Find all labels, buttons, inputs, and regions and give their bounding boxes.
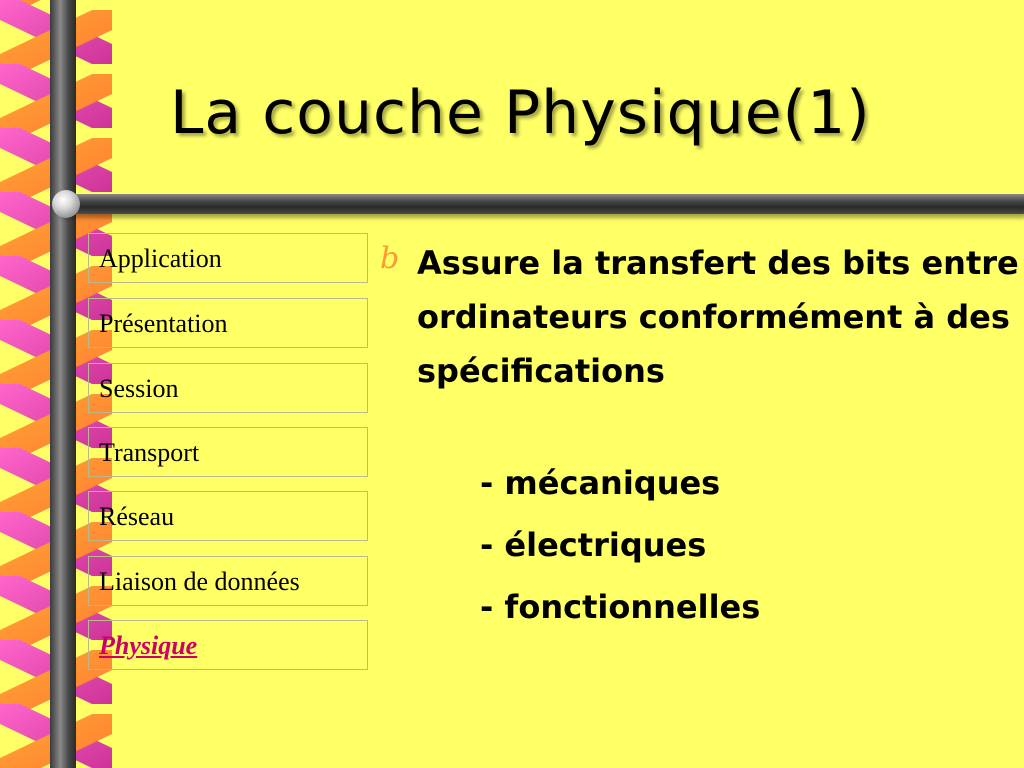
layer-liaison[interactable]: Liaison de données [88, 556, 368, 606]
sub-item-fonctionnelles: - fonctionnelles [480, 588, 761, 626]
rod-cap [52, 190, 80, 218]
main-bullet-text: Assure la transfert des bits entre ordinateurs conformément à des spécifications [417, 244, 1019, 390]
layer-presentation[interactable]: Présentation [88, 298, 368, 348]
layer-application[interactable]: Application [88, 233, 368, 283]
layer-transport[interactable]: Transport [88, 427, 368, 477]
sub-item-electriques: - électriques [480, 526, 707, 564]
slide-title: La couche Physique(1) [170, 78, 871, 148]
layer-session[interactable]: Session [88, 363, 368, 413]
layer-physique[interactable]: Physique [88, 620, 368, 670]
layer-reseau[interactable]: Réseau [88, 491, 368, 541]
sub-item-mecaniques: - mécaniques [480, 464, 721, 502]
bullet-icon: b [380, 241, 400, 276]
title-divider-rod [60, 194, 1024, 214]
